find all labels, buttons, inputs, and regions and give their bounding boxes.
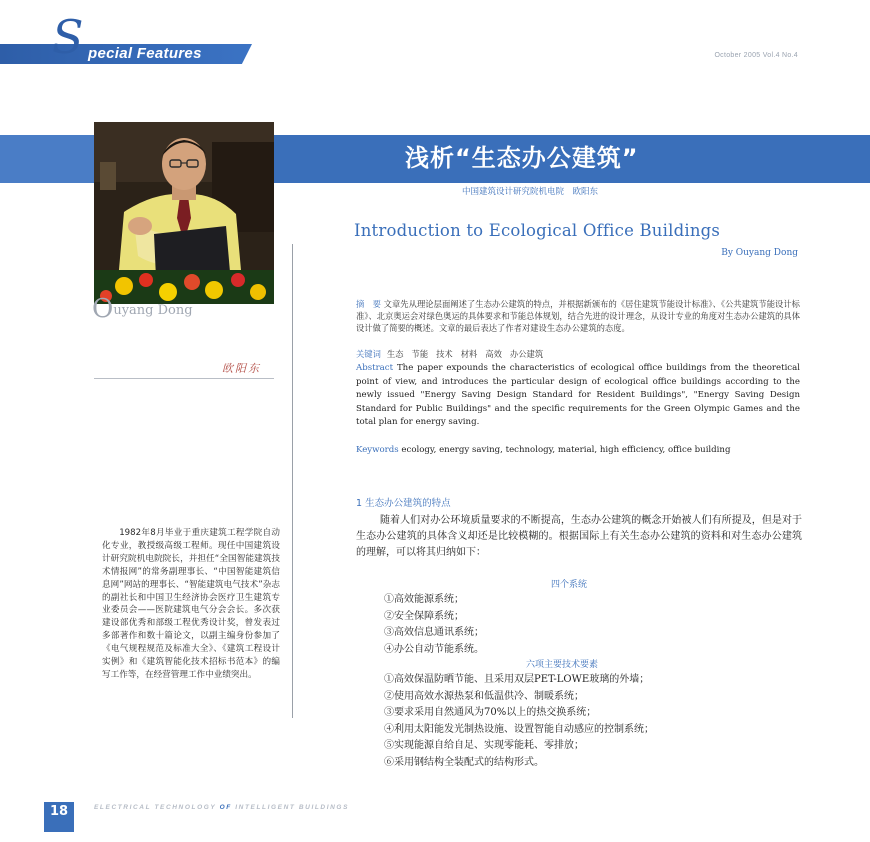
list-item: ⑥采用钢结构全装配式的结构形式。: [384, 756, 544, 768]
keywords-cn: [356, 348, 551, 360]
title-band-left: [0, 135, 94, 183]
abstract-en-text: The paper expounds the characteristics of ecological office buildings from the theoretical point of view, and introduces the particular design of ecological office buildings according to the newly issued "Energy Saving Design Standard for Resident Buildings", "Energy Saving Design Standard for Public Buildings" and the specific requirements for the Green Olympic Games and the total plan for energy saving.: [356, 363, 800, 428]
author-name-rule: [94, 378, 274, 379]
list-item: ①高效保温防晒节能、且采用双层PET-LOWE玻璃的外墙；: [384, 674, 650, 685]
issue-info: October 2005 Vol.4 No.4: [714, 52, 798, 59]
keyword-cn: 办公建筑: [509, 349, 544, 359]
list-item: ②使用高效水源热泵和低温供冷、制暖系统；: [384, 690, 584, 702]
keywords-en-label: Keywords: [356, 445, 399, 455]
keyword-cn: 生态: [386, 349, 404, 359]
keyword-cn: 技术: [436, 349, 453, 359]
caption-initial: O: [92, 294, 114, 324]
systems-list: [384, 592, 484, 658]
list-item: ④办公自动节能系统。: [384, 643, 484, 655]
journal-name-of: OF: [219, 804, 232, 811]
section-initial: S: [52, 10, 84, 64]
author-bio: 1982年8月毕业于重庆建筑工程学院自动化专业，教授级高级工程师。现任中国建筑设计研究院机电院院长，并担任“全国智能建筑技术情报网”的常务副理事长、“中国智能建筑信息网”网站的理事长、“智能建筑电气技术”杂志的副社长和中国卫生经济协会医疗卫生建筑专业委员会——医院建筑电气分会会长。多次获建设部优秀和部级工程优秀设计奖，曾发表过多部著作和数十篇论文，以副主编身份参加了《电气规程规范及标准大全》、《建筑工程设计实例》和《建筑智能化技术招标书范本》的编写工作等，在经营管理工作中业绩突出。: [102, 528, 280, 680]
section-name: pecial Features: [88, 45, 202, 62]
abstract-cn-text: 文章先从理论层面阐述了生态办公建筑的特点，并根据新颁布的《居住建筑节能设计标准》、《公共建筑节能设计标准》、北京奥运会对绿色奥运的具体要求和节能总体规划，结合先进的设计理念，从设计专业的角度对生态办公建筑的具体设计做了简要的概述。文章的最后表达了作者对建设生态办公建筑的态度。: [356, 299, 800, 334]
abstract-cn-label: 摘 要: [356, 299, 381, 309]
journal-name: [94, 804, 349, 811]
byline-en: By Ouyang Dong: [721, 248, 798, 258]
column-divider: [292, 244, 293, 718]
list-item: ④利用太阳能发光制热设施、设置智能自动感应的控制系统；: [384, 723, 654, 735]
tech-list: [384, 672, 654, 771]
journal-name-a: ELECTRICAL TECHNOLOGY: [94, 804, 220, 811]
caption-rest: uyang Dong: [113, 303, 193, 318]
keywords-en-text: ecology, energy saving, technology, material, high efficiency, office building: [401, 445, 731, 455]
keywords-en: [356, 444, 800, 458]
list-item: ③要求采用自然通风为70%以上的热交换系统；: [384, 707, 597, 718]
keyword-cn: 高效: [485, 349, 502, 359]
subheading-systems: 四个系统: [551, 580, 588, 590]
abstract-en-label: Abstract: [356, 363, 394, 373]
keywords-cn-label: 关键词: [356, 349, 381, 359]
abstract-en: [356, 362, 800, 430]
page-number: 18: [44, 802, 74, 832]
list-item: ③高效信息通讯系统；: [384, 627, 484, 638]
list-item: ①高效能源系统；: [384, 594, 464, 605]
section-heading: 1 生态办公建筑的特点: [356, 498, 451, 509]
abstract-cn: [356, 298, 800, 335]
subheading-tech: 六项主要技术要素: [526, 660, 599, 670]
keyword-cn: 节能: [411, 349, 429, 359]
article-title-cn: 浅析“生态办公建筑”: [405, 144, 639, 172]
keyword-cn: 材料: [460, 349, 478, 359]
author-photo: [94, 122, 274, 304]
author-name-cn: 欧阳东: [222, 362, 261, 375]
journal-name-b: INTELLIGENT BUILDINGS: [231, 804, 350, 811]
list-item: ⑤实现能源自给自足、实现零能耗、零排放；: [384, 740, 584, 751]
author-affiliation: 中国建筑设计研究院机电院 欧阳东: [462, 187, 599, 197]
photo-caption: [92, 296, 193, 322]
list-item: ②安全保障系统；: [384, 610, 464, 622]
body-paragraph: 随着人们对办公环境质量要求的不断提高，生态办公建筑的概念开始被人们有所提及，但是对于生态办公建筑的具体含义却还是比较模糊的。根据国际上有关生态办公建筑的资料和对生态办公建筑的理解，可以将其归纳如下：: [356, 515, 802, 558]
article-title-en: Introduction to Ecological Office Buildings: [354, 221, 721, 240]
